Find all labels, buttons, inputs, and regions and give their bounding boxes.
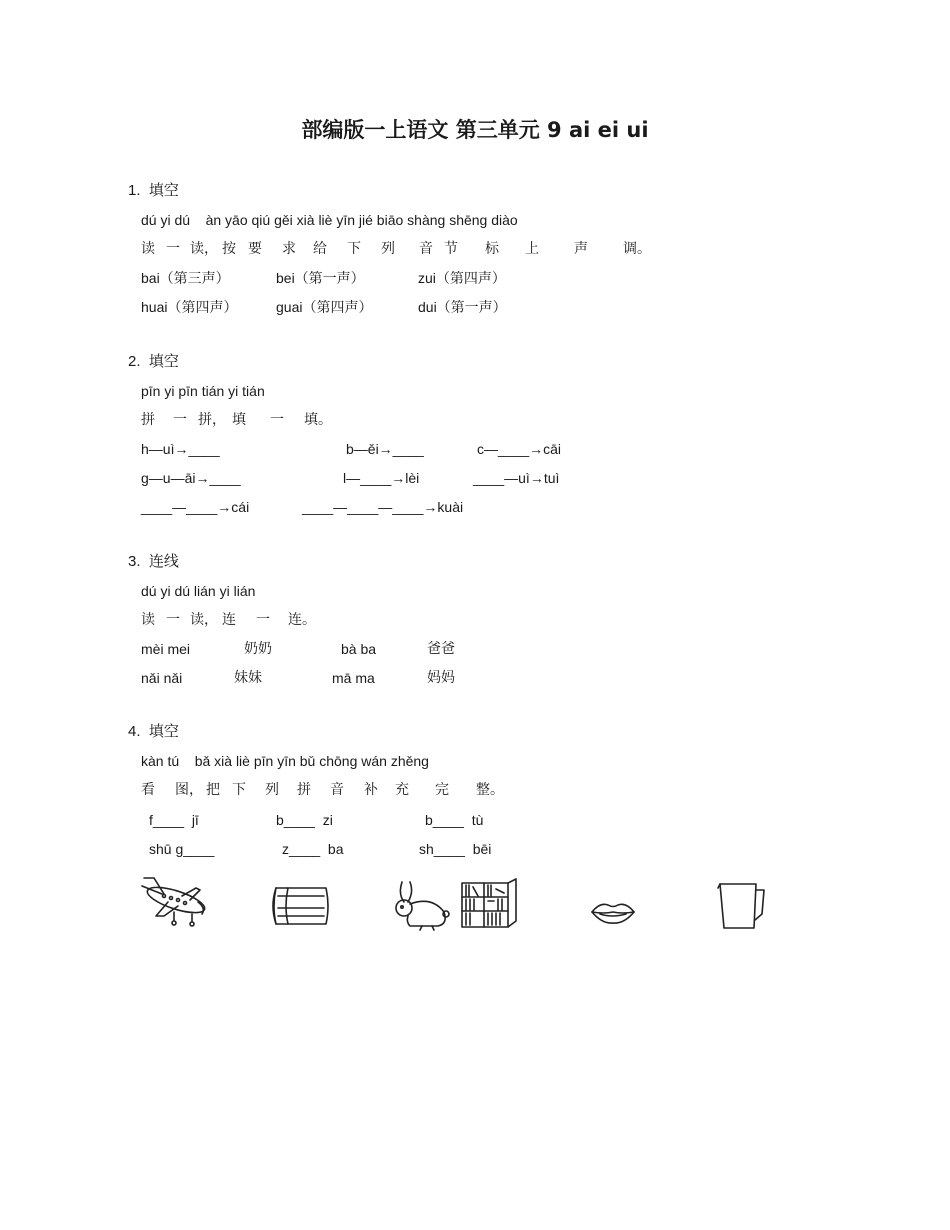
q4-item: shū g____ — [149, 841, 215, 857]
q2-char: 拼， — [198, 412, 226, 428]
q4-char: 音 — [330, 782, 344, 798]
q3-pinyin-word: mā ma — [332, 670, 375, 686]
q4-item: b____ zi — [276, 812, 333, 828]
q2-item: c—____→cāi — [477, 441, 562, 457]
q3-char: 一 — [166, 612, 180, 628]
q3-char: 读 — [141, 612, 155, 628]
q4-char: 充 — [395, 782, 409, 798]
q1-char: 节 — [444, 241, 458, 257]
q1-char: 调。 — [623, 241, 651, 257]
q1-char: 音 — [419, 241, 433, 257]
q4-item: sh____ bēi — [419, 841, 492, 857]
q1-char: 标 — [485, 241, 499, 257]
q2-item: b—ěi→____ — [346, 441, 424, 457]
q2-char: 填 — [232, 412, 246, 428]
q4-item: z____ ba — [282, 841, 344, 857]
q2-char: 一 — [270, 412, 284, 428]
q4-char: 下 — [232, 782, 246, 798]
rabbit-icon — [392, 878, 452, 934]
q4-char: 拼 — [297, 782, 311, 798]
q1-item: guai（第四声） — [276, 299, 373, 315]
quilt-icon — [268, 882, 332, 930]
q1-item: huai（第四声） — [141, 299, 238, 315]
q2-item: h—uì→____ — [141, 441, 220, 457]
q1-char: 读， — [190, 241, 218, 257]
q4-char: 图， — [175, 782, 203, 798]
q1-char: 一 — [166, 241, 180, 257]
q4-item: f____ jī — [149, 812, 199, 828]
q4-item: b____ tù — [425, 812, 484, 828]
q4-char: 补 — [364, 782, 378, 798]
q1-char: 给 — [313, 241, 327, 257]
q1-char: 列 — [381, 241, 395, 257]
q2-pinyin: pīn yi pīn tián yi tián — [141, 383, 265, 399]
lips-icon — [590, 898, 636, 926]
q4-pinyin: kàn tú bǎ xià liè pīn yīn bǔ chōng wán zhěng — [141, 753, 429, 769]
q1-item: zui（第四声） — [418, 270, 506, 286]
q3-char: 连 — [222, 612, 236, 628]
q3-hanzi-word: 妈妈 — [427, 670, 455, 686]
q3-char: 读， — [190, 612, 218, 628]
q4-char: 把 — [206, 782, 220, 798]
q3-char: 一 — [256, 612, 270, 628]
q1-item: dui（第一声） — [418, 299, 507, 315]
q2-char: 填。 — [304, 412, 332, 428]
q1-char: 读 — [141, 241, 155, 257]
q3-char: 连。 — [288, 612, 316, 628]
q1-char: 按 — [222, 241, 236, 257]
q1-char: 求 — [282, 241, 296, 257]
q2-item: g—u—āi→____ — [141, 470, 241, 486]
q2-item: ____—uì→tuì — [473, 470, 560, 486]
q1-char: 上 — [525, 241, 539, 257]
cup-icon — [718, 880, 770, 932]
q4-char: 看 — [141, 782, 155, 798]
q2-char: 一 — [173, 412, 187, 428]
q3-hanzi-word: 奶奶 — [244, 641, 272, 657]
q4-char: 完 — [435, 782, 449, 798]
page-title: 部编版一上语文 第三单元 9 ai ei ui — [301, 118, 649, 142]
q3-hanzi-word: 爸爸 — [427, 641, 455, 657]
q3-pinyin-word: bà ba — [341, 641, 377, 657]
q2-item: l—____→lèi — [343, 470, 420, 486]
q3-pinyin: dú yi dú lián yi lián — [141, 583, 256, 599]
q1-item: bai（第三声） — [141, 270, 230, 286]
q4-char: 列 — [265, 782, 279, 798]
q2-item: ____—____→cái — [141, 499, 250, 515]
bookshelf-icon — [460, 877, 518, 929]
q2-heading: 2. 填空 — [128, 353, 179, 370]
q2-char: 拼 — [141, 412, 155, 428]
q3-pinyin-word: nǎi nǎi — [141, 670, 183, 686]
q1-heading: 1. 填空 — [128, 182, 179, 199]
q3-pinyin-word: mèi mei — [141, 641, 191, 657]
q1-item: bei（第一声） — [276, 270, 365, 286]
airplane-icon — [138, 872, 214, 934]
q4-char: 整。 — [476, 782, 504, 798]
q1-char: 下 — [347, 241, 361, 257]
q2-item: ____—____—____→kuài — [302, 499, 464, 515]
q1-char: 声 — [574, 241, 588, 257]
q1-char: 要 — [248, 241, 262, 257]
q3-hanzi-word: 妹妹 — [234, 670, 262, 686]
q4-heading: 4. 填空 — [128, 723, 179, 740]
q1-pinyin: dú yi dú àn yāo qiú gěi xià liè yīn jié biāo shàng shēng diào — [141, 212, 518, 228]
q3-heading: 3. 连线 — [128, 553, 179, 570]
